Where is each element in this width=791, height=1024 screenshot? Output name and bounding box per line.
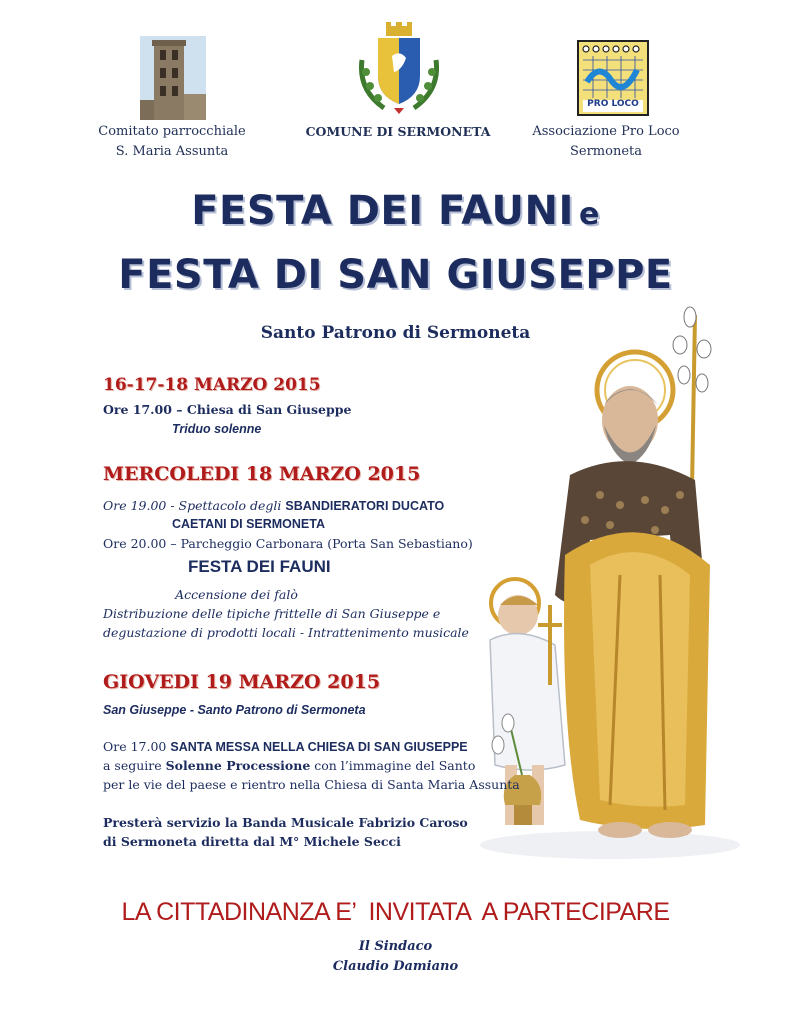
title-line1-tail: e xyxy=(578,197,600,232)
section3-date: GIOVEDI 19 MARZO 2015 xyxy=(103,671,381,693)
section2-line1-bold: SBANDIERATORI DUCATO xyxy=(285,499,445,513)
tower-logo xyxy=(140,36,206,120)
section1-line2: Triduo solenne xyxy=(172,422,262,436)
section3-band-line1: Presterà servizio la Banda Musicale Fabrizio Caroso xyxy=(103,815,468,830)
title-line1 xyxy=(0,188,791,234)
section3-mass-bold: SANTA MESSA NELLA CHIESA DI SAN GIUSEPPE xyxy=(170,740,468,754)
section2-date: MERCOLEDI 18 MARZO 2015 xyxy=(103,463,421,485)
proloco-text: PRO LOCO xyxy=(587,99,639,109)
section3-mass xyxy=(103,737,468,757)
invite-banner: LA CITTADINANZA E’ INVITATA A PARTECIPARE xyxy=(121,898,670,926)
comune-crest-icon xyxy=(354,20,444,116)
section1-date: 16-17-18 MARZO 2015 xyxy=(103,375,321,395)
section2-line1-prefix: Ore 19.00 - Spettacolo degli xyxy=(103,498,286,513)
right-caption-line2: Sermoneta xyxy=(569,144,642,159)
proloco-logo xyxy=(577,40,649,116)
section2-line6: degustazione di prodotti locali - Intrattenimento musicale xyxy=(103,625,469,640)
section3-proc-bold: Solenne Processione xyxy=(165,758,311,773)
left-caption-line2: S. Maria Assunta xyxy=(115,144,229,159)
section3-proc-prefix: a seguire xyxy=(103,758,166,773)
signer-name: Claudio Damiano xyxy=(332,959,459,974)
section3-procession xyxy=(103,756,475,775)
title-line2: FESTA DI SAN GIUSEPPE xyxy=(118,252,673,298)
subtitle: Santo Patrono di Sermoneta xyxy=(260,323,531,343)
section2-line1 xyxy=(103,496,444,516)
section2-line5: Distribuzione delle tipiche frittelle di San Giuseppe e xyxy=(103,606,441,621)
section2-event-title: FESTA DEI FAUNI xyxy=(188,557,331,576)
left-caption-line1: Comitato parrocchiale xyxy=(98,124,246,139)
title-line1-main: FESTA DEI FAUNI xyxy=(191,188,574,234)
section3-proc-line2: per le vie del paese e rientro nella Chiesa di Santa Maria Assunta xyxy=(103,777,520,792)
section3-mass-prefix: Ore 17.00 xyxy=(103,739,171,754)
section3-proc-suffix: con l’immagine del Santo xyxy=(310,758,476,773)
section1-line1: Ore 17.00 – Chiesa di San Giuseppe xyxy=(103,402,352,417)
right-caption-line1: Associazione Pro Loco xyxy=(532,124,680,139)
section3-subtitle: San Giuseppe - Santo Patrono di Sermoneta xyxy=(103,703,366,717)
section2-line4: Accensione dei falò xyxy=(175,587,298,602)
center-caption: COMUNE DI SERMONETA xyxy=(305,124,491,139)
section2-line3: Ore 20.00 – Parcheggio Carbonara (Porta San Sebastiano) xyxy=(103,536,473,551)
signer-role: Il Sindaco xyxy=(358,939,433,954)
section3-band-line2: di Sermoneta diretta dal M° Michele Secci xyxy=(103,834,401,849)
section2-line2: CAETANI DI SERMONETA xyxy=(172,517,326,531)
